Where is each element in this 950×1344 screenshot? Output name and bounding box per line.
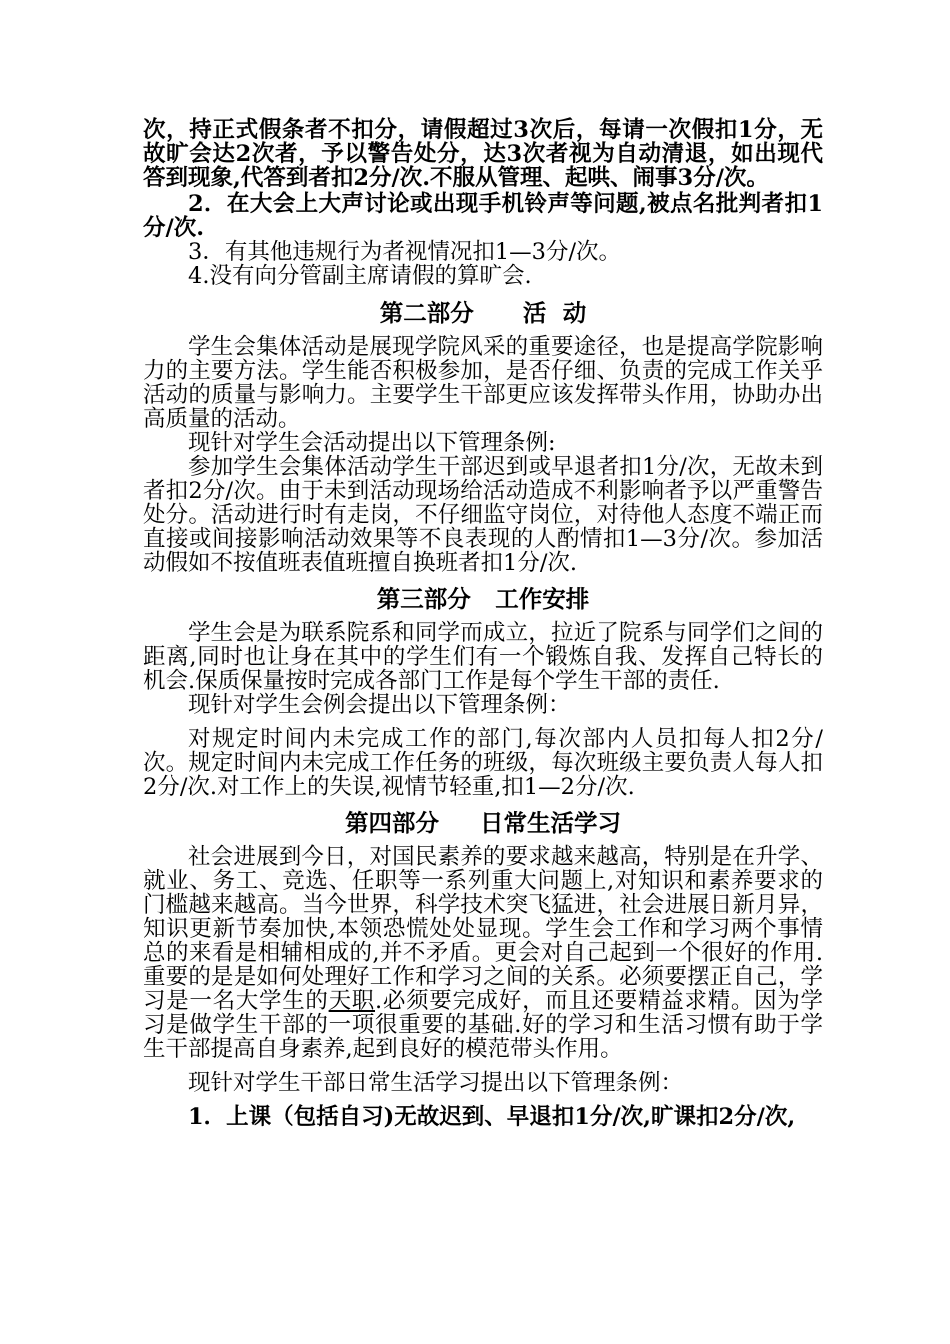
heading-part-3: 第三部分 工作安排 — [376, 585, 590, 613]
paragraph-part2-intro: 学生会集体活动是展现学院风采的重要途径，也是提高学院影响力的主要方法。学生能否积极参加，是否仔细、负责的完成工作关乎活动的质量与影响力。主要学生干部更应该发挥带头作用，协助办出高质量的活动。 — [143, 334, 823, 432]
heading-part-4: 第四部分 日常生活学习 — [345, 809, 621, 837]
paragraph-part3-intro: 学生会是为联系院系和同学而成立，拉近了院系与同学们之间的距离,同时也让身在其中的学生们有一个锻炼自我、发挥自己特长的机会.保质保量按时完成各部门工作是每个学生干部的责任. — [143, 620, 823, 694]
paragraph-part2-rules-lead: 现针对学生会活动提出以下管理条例: — [188, 430, 556, 456]
underlined-term: 天职 — [328, 988, 376, 1014]
rule-part4-1: 1．上课（包括自习)无故迟到、早退扣1分/次,旷课扣2分/次, — [188, 1104, 796, 1130]
rule-3: 3．有其他违规行为者视情况扣1—3分/次。 — [188, 239, 622, 265]
paragraph-part4-intro — [143, 845, 823, 1061]
rule-2: 2．在大会上大声讨论或出现手机铃声等问题,被点名批判者扣1分/次. — [143, 191, 823, 241]
paragraph-intro: 次，持正式假条者不扣分，请假超过3次后，每请一次假扣1分，无故旷会达2次者，予以警告处分，达3次者视为自动清退，如出现代答到现象,代答到者扣2分/次.不服从管理、起哄、闹事3分/次。 — [143, 117, 823, 191]
paragraph-part3-rules-lead: 现针对学生会例会提出以下管理条例： — [188, 692, 571, 718]
paragraph-part3-rules: 对规定时间内未完成工作的部门,每次部内人员扣每人扣2分/次。规定时间内未完成工作任务的班级，每次班级主要负责人每人扣2分/次.对工作上的失误,视情节轻重,扣1—2分/次. — [143, 726, 823, 800]
document-page — [143, 118, 823, 1129]
paragraph-part2-rules: 参加学生会集体活动学生干部迟到或早退者扣1分/次，无故未到者扣2分/次。由于未到活动现场给活动造成不利影响者予以严重警告处分。活动进行时有走岗，不仔细监守岗位，对待他人态度不端正而直接或间接影响活动效果等不良表现的人酌情扣1—3分/次。参加活动假如不按值班表值班擅自换班者扣1分/次. — [143, 454, 823, 576]
paragraph-part4-text-2: .必须要完成好，而且还要精益求精。因为学习是做学生干部的一项很重要的基础.好的学习和生活习惯有助于学生干部提高自身素养,起到良好的模范带头作用。 — [143, 988, 823, 1062]
heading-part-2: 第二部分 活 动 — [379, 299, 587, 327]
paragraph-part4-rules-lead: 现针对学生干部日常生活学习提出以下管理条例： — [188, 1070, 684, 1096]
paragraph-part4-text-1: 社会进展到今日，对国民素养的要求越来越高，特别是在升学、就业、务工、竞选、任职等一系列重大问题上,对知识和素养要求的门槛越来越高。当今世界，科学技术突飞猛进，社会进展日新月异，知识更新节奏加快,本领恐慌处处显现。学生会工作和学习两个事情总的来看是相辅相成的,并不矛盾。更会对自己起到一个很好的作用.重要的是是如何处理好工作和学习之间的关系。必须要摆正自己，学习是一名大学生的 — [143, 844, 823, 1014]
rule-4: 4.没有向分管副主席请假的算旷会. — [188, 263, 532, 289]
